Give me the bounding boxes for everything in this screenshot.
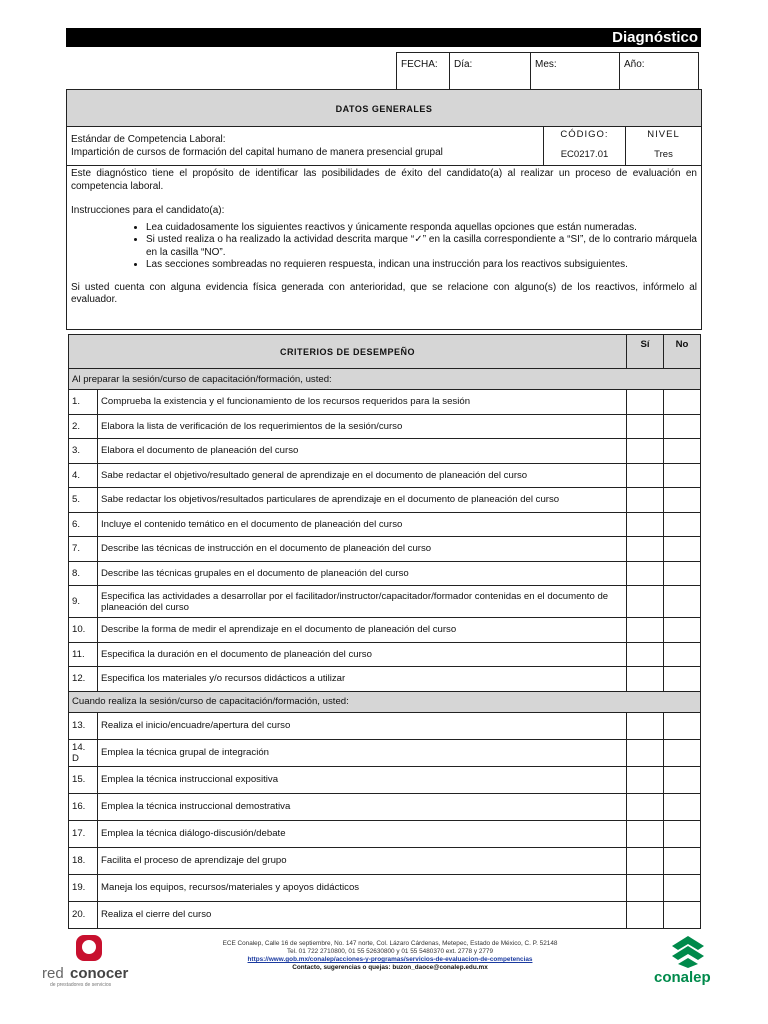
criteria-row [69, 766, 701, 793]
si-checkbox-cell[interactable] [627, 667, 664, 692]
criteria-number: 9. [69, 586, 98, 618]
conalep-word: conalep [654, 969, 711, 986]
criteria-row [69, 488, 701, 513]
criteria-row [69, 712, 701, 739]
criteria-number: 20. [69, 901, 98, 928]
no-checkbox-cell[interactable] [664, 667, 701, 692]
criteria-text: Emplea la técnica diálogo-discusión/debate [98, 820, 627, 847]
criteria-row [69, 512, 701, 537]
criteria-number: 8. [69, 561, 98, 586]
si-checkbox-cell[interactable] [627, 463, 664, 488]
standard-name: Impartición de cursos de formación del capital humano de manera presencial grupal [71, 147, 443, 158]
criteria-number: 11. [69, 642, 98, 667]
criteria-text: Realiza el cierre del curso [98, 901, 627, 928]
instruction-item: • Lea cuidadosamente los siguientes reactivos y únicamente responda aquellas opciones que están numeradas. [146, 222, 697, 235]
footer-contact [200, 940, 580, 972]
instructions-evidence: Si usted cuenta con alguna evidencia física generada con anterioridad, que se relacione con alguno(s) de los reactivos, infórmelo al evaluador. [71, 281, 697, 305]
no-checkbox-cell[interactable] [664, 642, 701, 667]
criteria-row [69, 874, 701, 901]
si-checkbox-cell[interactable] [627, 642, 664, 667]
conalep-logo [650, 932, 726, 988]
criteria-row [69, 847, 701, 874]
criteria-number: 12. [69, 667, 98, 692]
criteria-row [69, 820, 701, 847]
document-title: Diagnóstico [66, 28, 701, 47]
criteria-number: 7. [69, 537, 98, 562]
criteria-text: Especifica las actividades a desarrollar por el facilitador/instructor/capacitador/formador contenidas en el documento de planeación del curso [98, 586, 627, 618]
criteria-row [69, 537, 701, 562]
no-checkbox-cell[interactable] [664, 847, 701, 874]
criteria-text: Facilita el proceso de aprendizaje del grupo [98, 847, 627, 874]
si-checkbox-cell[interactable] [627, 586, 664, 618]
codigo-cell [543, 127, 625, 165]
standard-box [66, 126, 702, 166]
criteria-number: 18. [69, 847, 98, 874]
no-checkbox-cell[interactable] [664, 561, 701, 586]
logo-red-word: red [42, 965, 64, 982]
no-checkbox-cell[interactable] [664, 739, 701, 766]
si-checkbox-cell[interactable] [627, 561, 664, 586]
instruction-item: • Las secciones sombreadas no requieren respuesta, indican una instrucción para los reactivos subsiguientes. [146, 259, 697, 272]
criteria-table [68, 334, 701, 929]
si-checkbox-cell[interactable] [627, 488, 664, 513]
section-heading-preparar: Al preparar la sesión/curso de capacitación/formación, usted: [69, 369, 701, 390]
no-header: No [664, 335, 701, 369]
criteria-text: Emplea la técnica instruccional expositiva [98, 766, 627, 793]
si-checkbox-cell[interactable] [627, 537, 664, 562]
instructions-list [71, 222, 697, 272]
codigo-value: EC0217.01 [560, 149, 609, 160]
criteria-number: 19. [69, 874, 98, 901]
criteria-text: Sabe redactar el objetivo/resultado general de aprendizaje en el documento de planeación del curso [98, 463, 627, 488]
no-checkbox-cell[interactable] [664, 414, 701, 439]
nivel-value: Tres [654, 149, 673, 160]
criteria-number: 13. [69, 712, 98, 739]
instructions-box [66, 165, 702, 330]
criteria-text: Especifica los materiales y/o recursos didácticos a utilizar [98, 667, 627, 692]
no-checkbox-cell[interactable] [664, 512, 701, 537]
no-checkbox-cell[interactable] [664, 439, 701, 464]
criteria-number: 14. D [69, 739, 98, 766]
criteria-text: Sabe redactar los objetivos/resultados particulares de aprendizaje en el documento de planeación del curso [98, 488, 627, 513]
criteria-row [69, 642, 701, 667]
criteria-text: Elabora la lista de verificación de los requerimientos de la sesión/curso [98, 414, 627, 439]
anio-field[interactable]: Año: [620, 53, 699, 96]
logo-subtitle: de prestadores de servicios [50, 982, 112, 988]
criteria-text: Emplea la técnica grupal de integración [98, 739, 627, 766]
no-checkbox-cell[interactable] [664, 390, 701, 415]
si-checkbox-cell[interactable] [627, 390, 664, 415]
criteria-text: Elabora el documento de planeación del curso [98, 439, 627, 464]
si-checkbox-cell[interactable] [627, 874, 664, 901]
no-checkbox-cell[interactable] [664, 793, 701, 820]
no-checkbox-cell[interactable] [664, 820, 701, 847]
mes-field[interactable]: Mes: [531, 53, 620, 96]
no-checkbox-cell[interactable] [664, 874, 701, 901]
criteria-row [69, 618, 701, 643]
criteria-text: Describe las técnicas grupales en el documento de planeación del curso [98, 561, 627, 586]
section-heading-realiza: Cuando realiza la sesión/curso de capacitación/formación, usted: [69, 691, 701, 712]
no-checkbox-cell[interactable] [664, 766, 701, 793]
instructions-title: Instrucciones para el candidato(a): [71, 205, 225, 216]
criteria-text: Especifica la duración en el documento de planeación del curso [98, 642, 627, 667]
criteria-text: Emplea la técnica instruccional demostrativa [98, 793, 627, 820]
no-checkbox-cell[interactable] [664, 901, 701, 928]
criteria-text: Describe la forma de medir el aprendizaje en el documento de planeación del curso [98, 618, 627, 643]
fecha-label: FECHA: [397, 53, 450, 96]
no-checkbox-cell[interactable] [664, 463, 701, 488]
no-checkbox-cell[interactable] [664, 586, 701, 618]
criteria-text: Comprueba la existencia y el funcionamiento de los recursos requeridos para la sesión [98, 390, 627, 415]
si-checkbox-cell[interactable] [627, 618, 664, 643]
red-conocer-logo-icon [40, 932, 150, 988]
logo-conocer-word: conocer [70, 965, 129, 982]
si-checkbox-cell[interactable] [627, 793, 664, 820]
criteria-text: Describe las técnicas de instrucción en el documento de planeación del curso [98, 537, 627, 562]
criteria-text: Realiza el inicio/encuadre/apertura del curso [98, 712, 627, 739]
standard-label: Estándar de Competencia Laboral: [71, 134, 226, 145]
footer-phones: Tel. 01 722 2710800, 01 55 52630800 y 01 55 5480370 ext. 2778 y 2779 [286, 948, 494, 955]
si-checkbox-cell[interactable] [627, 414, 664, 439]
criteria-text: Maneja los equipos, recursos/materiales y apoyos didácticos [98, 874, 627, 901]
dia-field[interactable]: Día: [450, 53, 531, 96]
conalep-logo-icon [650, 932, 726, 988]
datos-generales-header: DATOS GENERALES [66, 89, 702, 127]
criteria-number: 15. [69, 766, 98, 793]
criteria-row [69, 586, 701, 618]
criteria-number: 17. [69, 820, 98, 847]
instructions-intro: Este diagnóstico tiene el propósito de identificar las posibilidades de éxito del candidato(a) al realizar un proceso de evaluación en competencia laboral. [71, 168, 697, 192]
si-checkbox-cell[interactable] [627, 901, 664, 928]
red-conocer-logo [40, 932, 150, 988]
criteria-row [69, 739, 701, 766]
criteria-row [69, 561, 701, 586]
footer-address: ECE Conalep, Calle 16 de septiembre, No. 147 norte, Col. Lázaro Cárdenas, Metepec, Estado de México, C. P. 52148 [222, 940, 558, 947]
no-checkbox-cell[interactable] [664, 537, 701, 562]
instruction-item: • Si usted realiza o ha realizado la actividad descrita marque “✓” en la casilla correspondiente a “SI”, de lo contrario márquela en la casilla “NO”. [146, 234, 697, 259]
criteria-number: 16. [69, 793, 98, 820]
si-checkbox-cell[interactable] [627, 739, 664, 766]
no-checkbox-cell[interactable] [664, 488, 701, 513]
criteria-number: 2. [69, 414, 98, 439]
criteria-title: CRITERIOS DE DESEMPEÑO [69, 335, 627, 369]
si-checkbox-cell[interactable] [627, 820, 664, 847]
criteria-number: 4. [69, 463, 98, 488]
criteria-row [69, 414, 701, 439]
criteria-number: 1. [69, 390, 98, 415]
criteria-row [69, 463, 701, 488]
nivel-cell [625, 127, 701, 165]
si-header: Sí [627, 335, 664, 369]
criteria-text: Incluye el contenido temático en el documento de planeación del curso [98, 512, 627, 537]
criteria-row [69, 793, 701, 820]
si-checkbox-cell[interactable] [627, 512, 664, 537]
criteria-row [69, 901, 701, 928]
codigo-label: CÓDIGO: [560, 129, 609, 140]
si-checkbox-cell[interactable] [627, 766, 664, 793]
criteria-row [69, 667, 701, 692]
criteria-row [69, 439, 701, 464]
criteria-row [69, 390, 701, 415]
criteria-number: 5. [69, 488, 98, 513]
footer-url-link[interactable]: https://www.gob.mx/conalep/acciones-y-programas/servicios-de-evaluacion-de-competencias [247, 956, 533, 963]
no-checkbox-cell[interactable] [664, 712, 701, 739]
si-checkbox-cell[interactable] [627, 439, 664, 464]
criteria-number: 6. [69, 512, 98, 537]
no-checkbox-cell[interactable] [664, 618, 701, 643]
si-checkbox-cell[interactable] [627, 847, 664, 874]
nivel-label: NIVEL [647, 129, 680, 140]
criteria-number: 10. [69, 618, 98, 643]
standard-info [67, 127, 543, 165]
footer-contact-email: Contacto, sugerencias o quejas: buzon_daoce@conalep.edu.mx [292, 964, 488, 971]
si-checkbox-cell[interactable] [627, 712, 664, 739]
criteria-number: 3. [69, 439, 98, 464]
